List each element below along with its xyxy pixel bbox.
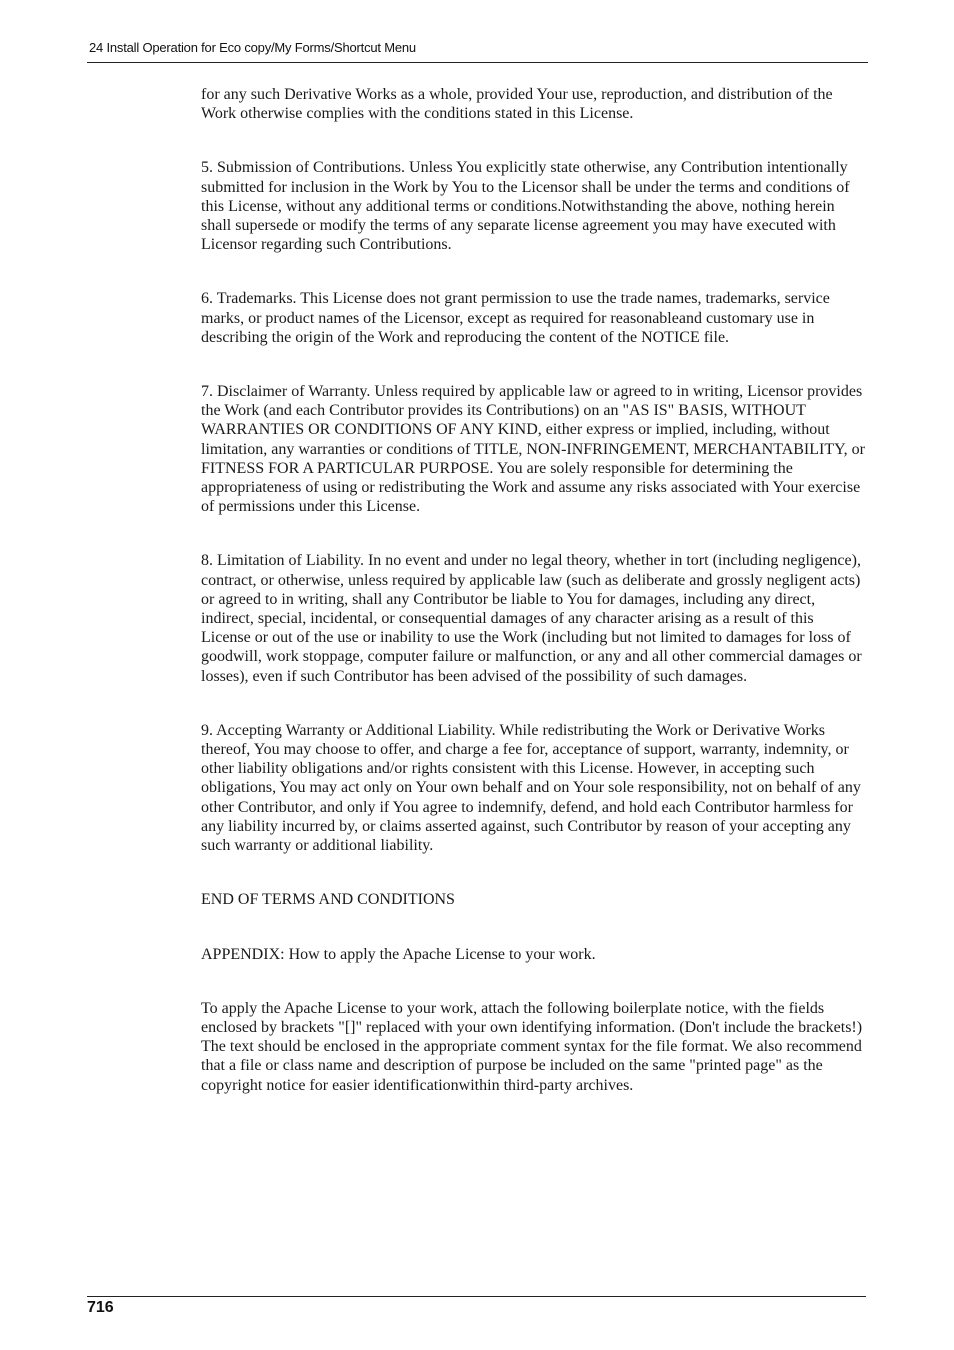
paragraph-end-of-terms: END OF TERMS AND CONDITIONS [201, 891, 455, 909]
paragraph-accepting-warranty: 9. Accepting Warranty or Additional Liability. While redistributing the Work or Derivative Works thereof, You may choose to offer, and charge a fee for, acceptance of support, warranty, indemnity, or other liability obligations and/or rights consistent with this License. However, in accepting such obligations, You may act only on Your own behalf and on Your sole responsibility, not on behalf of any other Contributor, and only if You agree to indemnify, defend, and hold each Contributor harmless for any liability incurred by, or claims asserted against, such Contributor by reason of your accepting any such warranty or additional liability. [201, 721, 861, 855]
header-divider [87, 62, 868, 63]
paragraph-disclaimer-of-warranty: 7. Disclaimer of Warranty. Unless required by applicable law or agreed to in writing, Licensor provides the Work (and each Contributor provides its Contributions) on an "AS IS" BASIS, WITHOUT WARRANTIES OR CONDITIONS OF ANY KIND, either express or implied, including, without limitation, any warranties or conditions of TITLE, NON-INFRINGEMENT, MERCHANTABILITY, or FITNESS FOR A PARTICULAR PURPOSE. You are solely responsible for determining the appropriateness of using or redistributing the Work and assume any risks associated with Your exercise of permissions under this License. [201, 383, 865, 516]
footer-divider [87, 1296, 866, 1297]
paragraph-trademarks: 6. Trademarks. This License does not grant permission to use the trade names, trademarks, service marks, or product names of the Licensor, except as required for reasonableand customary use in describing the origin of the Work and reproducing the content of the NOTICE file. [201, 290, 830, 346]
paragraph-submission-of-contributions: 5. Submission of Contributions. Unless You explicitly state otherwise, any Contribution intentionally submitted for inclusion in the Work by You to the Licensor shall be under the terms and conditions of this License, without any additional terms or conditions.Notwithstanding the above, nothing herein shall supersede or modify the terms of any separate license agreement you may have executed with Licensor regarding such Contributions. [201, 159, 850, 254]
running-header-title: 24 Install Operation for Eco copy/My Forms/Shortcut Menu [89, 40, 416, 55]
paragraph-appendix-heading: APPENDIX: How to apply the Apache License to your work. [201, 945, 596, 963]
paragraph-apply-apache-license: To apply the Apache License to your work, attach the following boilerplate notice, with the fields enclosed by brackets "[]" replaced with your own identifying information. (Don't include the brackets!) The text should be enclosed in the appropriate comment syntax for the file format. We also recommend that a file or class name and description of purpose be included on the same "printed page" as the copyright notice for easier identificationwithin third-party archives. [201, 999, 863, 1094]
paragraph-limitation-of-liability: 8. Limitation of Liability. In no event and under no legal theory, whether in tort (including negligence), contract, or otherwise, unless required by applicable law (such as deliberate and grossly negligent acts) or agreed to in writing, shall any Contributor be liable to You for damages, including any direct, indirect, special, incidental, or consequential damages of any character arising as a result of this License or out of the use or inability to use the Work (including but not limited to damages for loss of goodwill, work stoppage, computer failure or malfunction, or any and all other commercial damages or losses), even if such Contributor has been advised of the possibility of such damages. [201, 552, 862, 685]
page-number: 716 [87, 1299, 114, 1316]
license-body [201, 85, 866, 1130]
paragraph-derivative-works-continuation: for any such Derivative Works as a whole, provided Your use, reproduction, and distribution of the Work otherwise complies with the conditions stated in this License. [201, 86, 833, 123]
